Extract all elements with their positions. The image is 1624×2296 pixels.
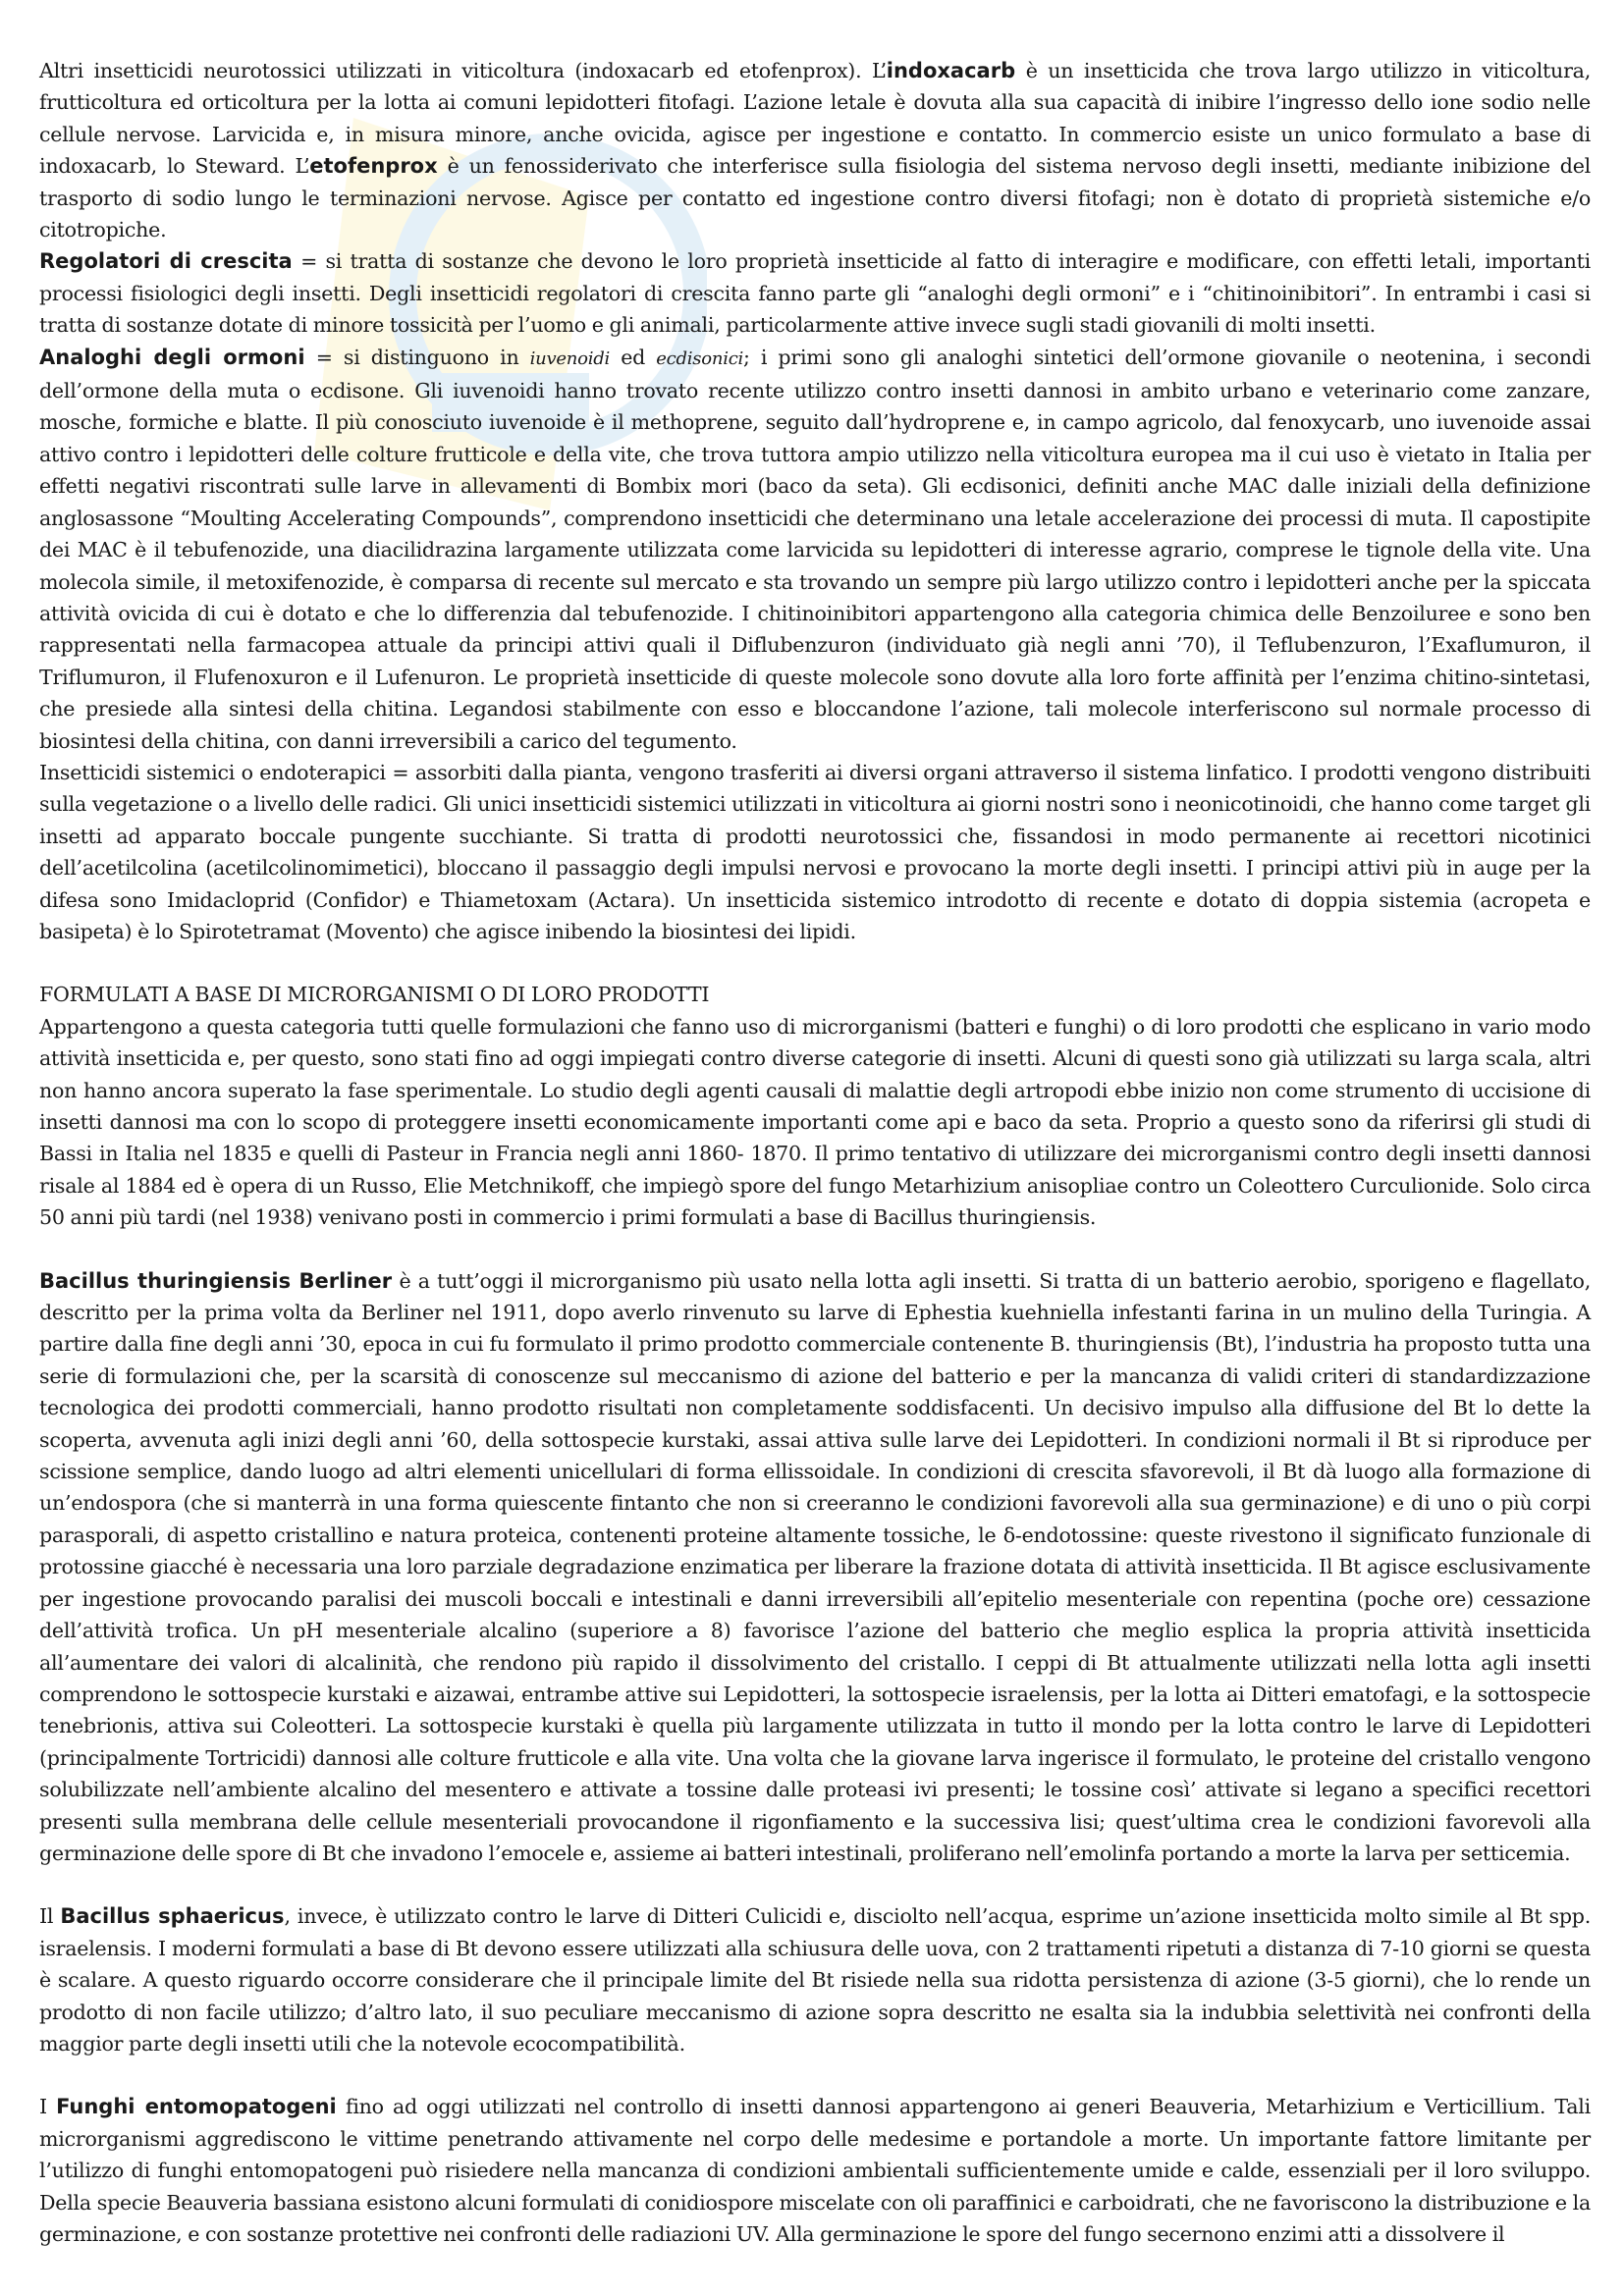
section-heading: FORMULATI A BASE DI MICRORGANISMI O DI LORO PRODOTTI [39,983,710,1007]
term-bacillus-thuringiensis: Bacillus thuringiensis Berliner [39,1268,393,1293]
paragraph-microrganismi-intro: Appartengono a questa categoria tutti quelle formulazioni che fanno uso di microrganismi (batteri e funghi) o di loro prodotti che esplicano in vario modo attività insetticida e, per questo, sono stati fino ad oggi impiegati contro diverse categorie di insetti. Alcuni di questi sono già utilizzati su larga scala, altri non hanno ancora superato la fase sperimentale. Lo studio degli agenti causali di malattie degli artropodi ebbe inizio non come strumento di uccisione di insetti dannosi ma con lo scopo di proteggere insetti economicamente importanti come api e baco da seta. Proprio a questo sono da riferirsi gli studi di Bassi in Italia nel 1835 e quelli di Pasteur in Francia negli anni 1860- 1870. Il primo tentativo di utilizzare dei microrganismi contro degli insetti dannosi risale al 1884 ed è opera di un Russo, Elie Metchnikoff, che impiegò spore del fungo Metarhizium anisopliae contro un Coleottero Curculionide. Solo circa 50 anni più tardi (nel 1938) venivano posti in commercio i primi formulati a base di Bacillus thuringiensis. [39,1014,1591,1230]
paragraph-funghi-entomopatogeni: I Funghi entomopatogeni fino ad oggi utilizzati nel controllo di insetti dannosi appartengono ai generi Beauveria, Metarhizium e Verticillium. Tali microrganismi aggrediscono le vittime penetrando attivamente nel corpo delle medesime e portandole a morte. Un importante fattore limitante per l’utilizzo di funghi entomopatogeni può risiedere nella mancanza di condizioni ambientali sufficientemente umide e calde, essenziali per il loro sviluppo. Della specie Beauveria bassiana esistono alcuni formulati di conidiospore miscelate con oli paraffinici e carboidrati, che ne favoriscono la distribuzione e la germinazione, e con sostanze protettive nei confronti delle radiazioni UV. Alla germinazione le spore del fungo secernono enzimi atti a dissolvere il [39,2095,1591,2246]
term-bacillus-sphaericus: Bacillus sphaericus [60,1904,285,1929]
term-analoghi-ormoni: Analoghi degli ormoni [39,345,305,369]
term-regolatori-crescita: Regolatori di crescita [39,249,293,274]
paragraph-analoghi-ormoni: Analoghi degli ormoni = si distinguono in iuvenoidi ed ecdisonici; i primi sono gli analoghi sintetici dell’ormone giovanile o neotenina, i secondi dell’ormone della muta o ecdisone. Gli iuvenoidi hanno trovato recente utilizzo contro insetti dannosi in ambito urbano e veterinario come zanzare, mosche, formiche e blatte. Il più conosciuto iuvenoide è il methoprene, seguito dall’hydroprene e, in campo agricolo, dal fenoxycarb, uno iuvenoide assai attivo contro i lepidotteri delle colture frutticole e della vite, che trova tuttora ampio utilizzo nella viticoltura europea ma il cui uso è vietato in Italia per effetti negativi riscontrati sulle larve in allevamenti di Bombix mori (baco da seta). Gli ecdisonici, definiti anche MAC dalle iniziali della definizione anglosassone “Moulting Accelerating Compounds”, comprendono insetticidi che determinano una letale accelerazione dei processi di muta. Il capostipite dei MAC è il tebufenozide, una diacilidrazina largamente utilizzata come larvicida su lepidotteri di interesse agrario, comprese le tignole della vite. Una molecola simile, il metoxifenozide, è comparsa di recente sul mercato e sta trovando un sempre più largo utilizzo contro i lepidotteri anche per la spiccata attività ovicida di cui è dotato e che lo differenzia dal tebufenozide. I chitinoinibitori appartengono alla categoria chimica delle Benzoiluree e sono ben rappresentati nella farmacopea attuale da principi attivi quali il Diflubenzuron (individuato già negli anni ’70), il Teflubenzuron, l’Exaflumuron, il Triflumuron, il Flufenoxuron e il Lufenuron. Le proprietà insetticide di queste molecole sono dovute alla loro forte affinità per l’enzima chitino-sintetasi, che presiede alla sintesi della chitina. Legandosi stabilmente con esso e bloccandone l’azione, tali molecole interferiscono sul normale processo di biosintesi della chitina, con danni irreversibili a carico del tegumento. [39,345,1591,753]
term-etofenprox: etofenprox [309,154,438,179]
term-funghi-entomopatogeni: Funghi entomopatogeni [56,2095,337,2119]
paragraph-regolatori-crescita: Regolatori di crescita = si tratta di sostanze che devono le loro proprietà insetticide al fatto di interagire e modificare, con effetti letali, importanti processi fisiologici degli insetti. Degli insetticidi regolatori di crescita fanno parte gli “analoghi degli ormoni” e i “chitinoinibitori”. In entrambi i casi si tratta di sostanze dotate di minore tossicità per l’uomo e gli animali, particolarmente attive invece sugli stadi giovanili di molti insetti. [39,249,1591,338]
paragraph-bacillus-sphaericus: Il Bacillus sphaericus, invece, è utilizzato contro le larve di Ditteri Culicidi e, disciolto nell’acqua, esprime un’azione insetticida molto simile al Bt spp. israelensis. I moderni formulati a base di Bt devono essere utilizzati alla schiusura delle uova, con 2 trattamenti ripetuti a distanza di 7-10 giorni se questa è scalare. A questo riguardo occorre considerare che il principale limite del Bt risiede nella sua ridotta persistenza di azione (3-5 giorni), che lo rende un prodotto di non facile utilizzo; d’altro lato, il suo peculiare meccanismo di azione sopra descritto ne esalta sia la indubbia selettività nei confronti della maggior parte degli insetti utili che la notevole ecocompatibilità. [39,1904,1591,2056]
paragraph-insetticidi-sistemici: Insetticidi sistemici o endoterapici = assorbiti dalla pianta, vengono trasferiti ai diversi organi attraverso il sistema linfatico. I prodotti vengono distribuiti sulla vegetazione o a livello delle radici. Gli unici insetticidi sistemici utilizzati in viticoltura ai giorni nostri sono i neonicotinoidi, che hanno come target gli insetti ad apparato boccale pungente succhiante. Si tratta di prodotti neurotossici che, fissandosi in modo permanente ai recettori nicotinici dell’acetilcolina (acetilcolinomimetici), bloccano il passaggio degli impulsi nervosi e provocano la morte degli insetti. I principi attivi più in auge per la difesa sono Imidacloprid (Confidor) e Thiametoxam (Actara). Un insetticida sistemico introdotto di recente e dotato di doppia sistemia (acropeta e basipeta) è lo Spirotetramat (Movento) che agisce inibendo la biosintesi dei lipidi. [39,760,1591,943]
term-indoxacarb: indoxacarb [886,59,1016,82]
document-page [39,55,1591,2250]
paragraph-bacillus-thuringiensis: Bacillus thuringiensis Berliner è a tutt’oggi il microrganismo più usato nella lotta agli insetti. Si tratta di un batterio aerobio, sporigeno e flagellato, descritto per la prima volta da Berliner nel 1911, dopo averlo rinvenuto su larve di Ephestia kuehniella infestanti farina in un mulino della Turingia. A partire dalla fine degli anni ’30, epoca in cui fu formulato il primo prodotto commerciale contenente B. thuringiensis (Bt), l’industria ha proposto tutta una serie di formulazioni che, per la scarsità di conoscenze sul meccanismo di azione del batterio e per la mancanza di validi criteri di standardizzazione tecnologica dei prodotti commerciali, hanno prodotto risultati non completamente soddisfacenti. Un decisivo impulso alla diffusione del Bt lo dette la scoperta, avvenuta agli inizi degli anni ’60, della sottospecie kurstaki, assai attiva sulle larve dei Lepidotteri. In condizioni normali il Bt si riproduce per scissione semplice, dando luogo ad altri elementi unicellulari di forma ellissoidale. In condizioni di crescita sfavorevoli, il Bt dà luogo alla formazione di un’endospora (che si manterrà in una forma quiescente fintanto che non si creeranno le condizioni favorevoli alla sua germinazione) e di uno o più corpi parasporali, di aspetto cristallino e natura proteica, contenenti proteine altamente tossiche, le δ-endotossine: queste rivestono il significato funzionale di protossine giacché è necessaria una loro parziale degradazione enzimatica per liberare la frazione dotata di attività insetticida. Il Bt agisce esclusivamente per ingestione provocando paralisi dei muscoli boccali e intestinali e danni irreversibili all’epitelio mesenteriale con repentina (poche ore) cessazione dell’attività trofica. Un pH mesenteriale alcalino (superiore a 8) favorisce l’azione del batterio che meglio esplica la propria attività insetticida all’aumentare dei valori di alcalinità, che rendono più rapido il dissolvimento del cristallo. I ceppi di Bt attualmente utilizzati nella lotta agli insetti comprendono le sottospecie kurstaki e aizawai, entrambe attive sui Lepidotteri, la sottospecie israelensis, per la lotta ai Ditteri ematofagi, e la sottospecie tenebrionis, attiva sui Coleotteri. La sottospecie kurstaki è quella più largamente utilizzata in tutto il mondo per la lotta contro le larve di Lepidotteri (principalmente Tortricidi) dannosi alle colture frutticole e alla vite. Una volta che la giovane larva ingerisce il formulato, le proteine del cristallo vengono solubilizzate nell’ambiente alcalino del mesentero e attivate a tossine dalle proteasi ivi presenti; le tossine così’ attivate si legano a specifici recettori presenti sulla membrana delle cellule mesenteriali provocandone il rigonfiamento e la successiva lisi; quest’ultima crea le condizioni favorevoli alla germinazione delle spore di Bt che invadono l’emocele e, assieme ai batteri intestinali, proliferano nell’emolinfa portando a morte la larva per setticemia. [39,1268,1591,1865]
paragraph-indoxacarb-etofenprox: Altri insetticidi neurotossici utilizzati in viticoltura (indoxacarb ed etofenprox). L’indoxacarb è un insetticida che trova largo utilizzo in viticoltura, frutticoltura ed orticoltura per la lotta ai comuni lepidotteri fitofagi. L’azione letale è dovuta alla sua capacità di inibire l’ingresso dello ione sodio nelle cellule nervose. Larvicida e, in misura minore, anche ovicida, agisce per ingestione e contatto. In commercio esiste un unico formulato a base di indoxacarb, lo Steward. L’etofenprox è un fenossiderivato che interferisce sulla fisiologia del sistema nervoso degli insetti, mediante inibizione del trasporto di sodio lungo le terminazioni nervose. Agisce per contatto ed ingestione contro diversi fitofagi; non è dotato di proprietà sistemiche e/o citotropiche. [39,59,1591,242]
